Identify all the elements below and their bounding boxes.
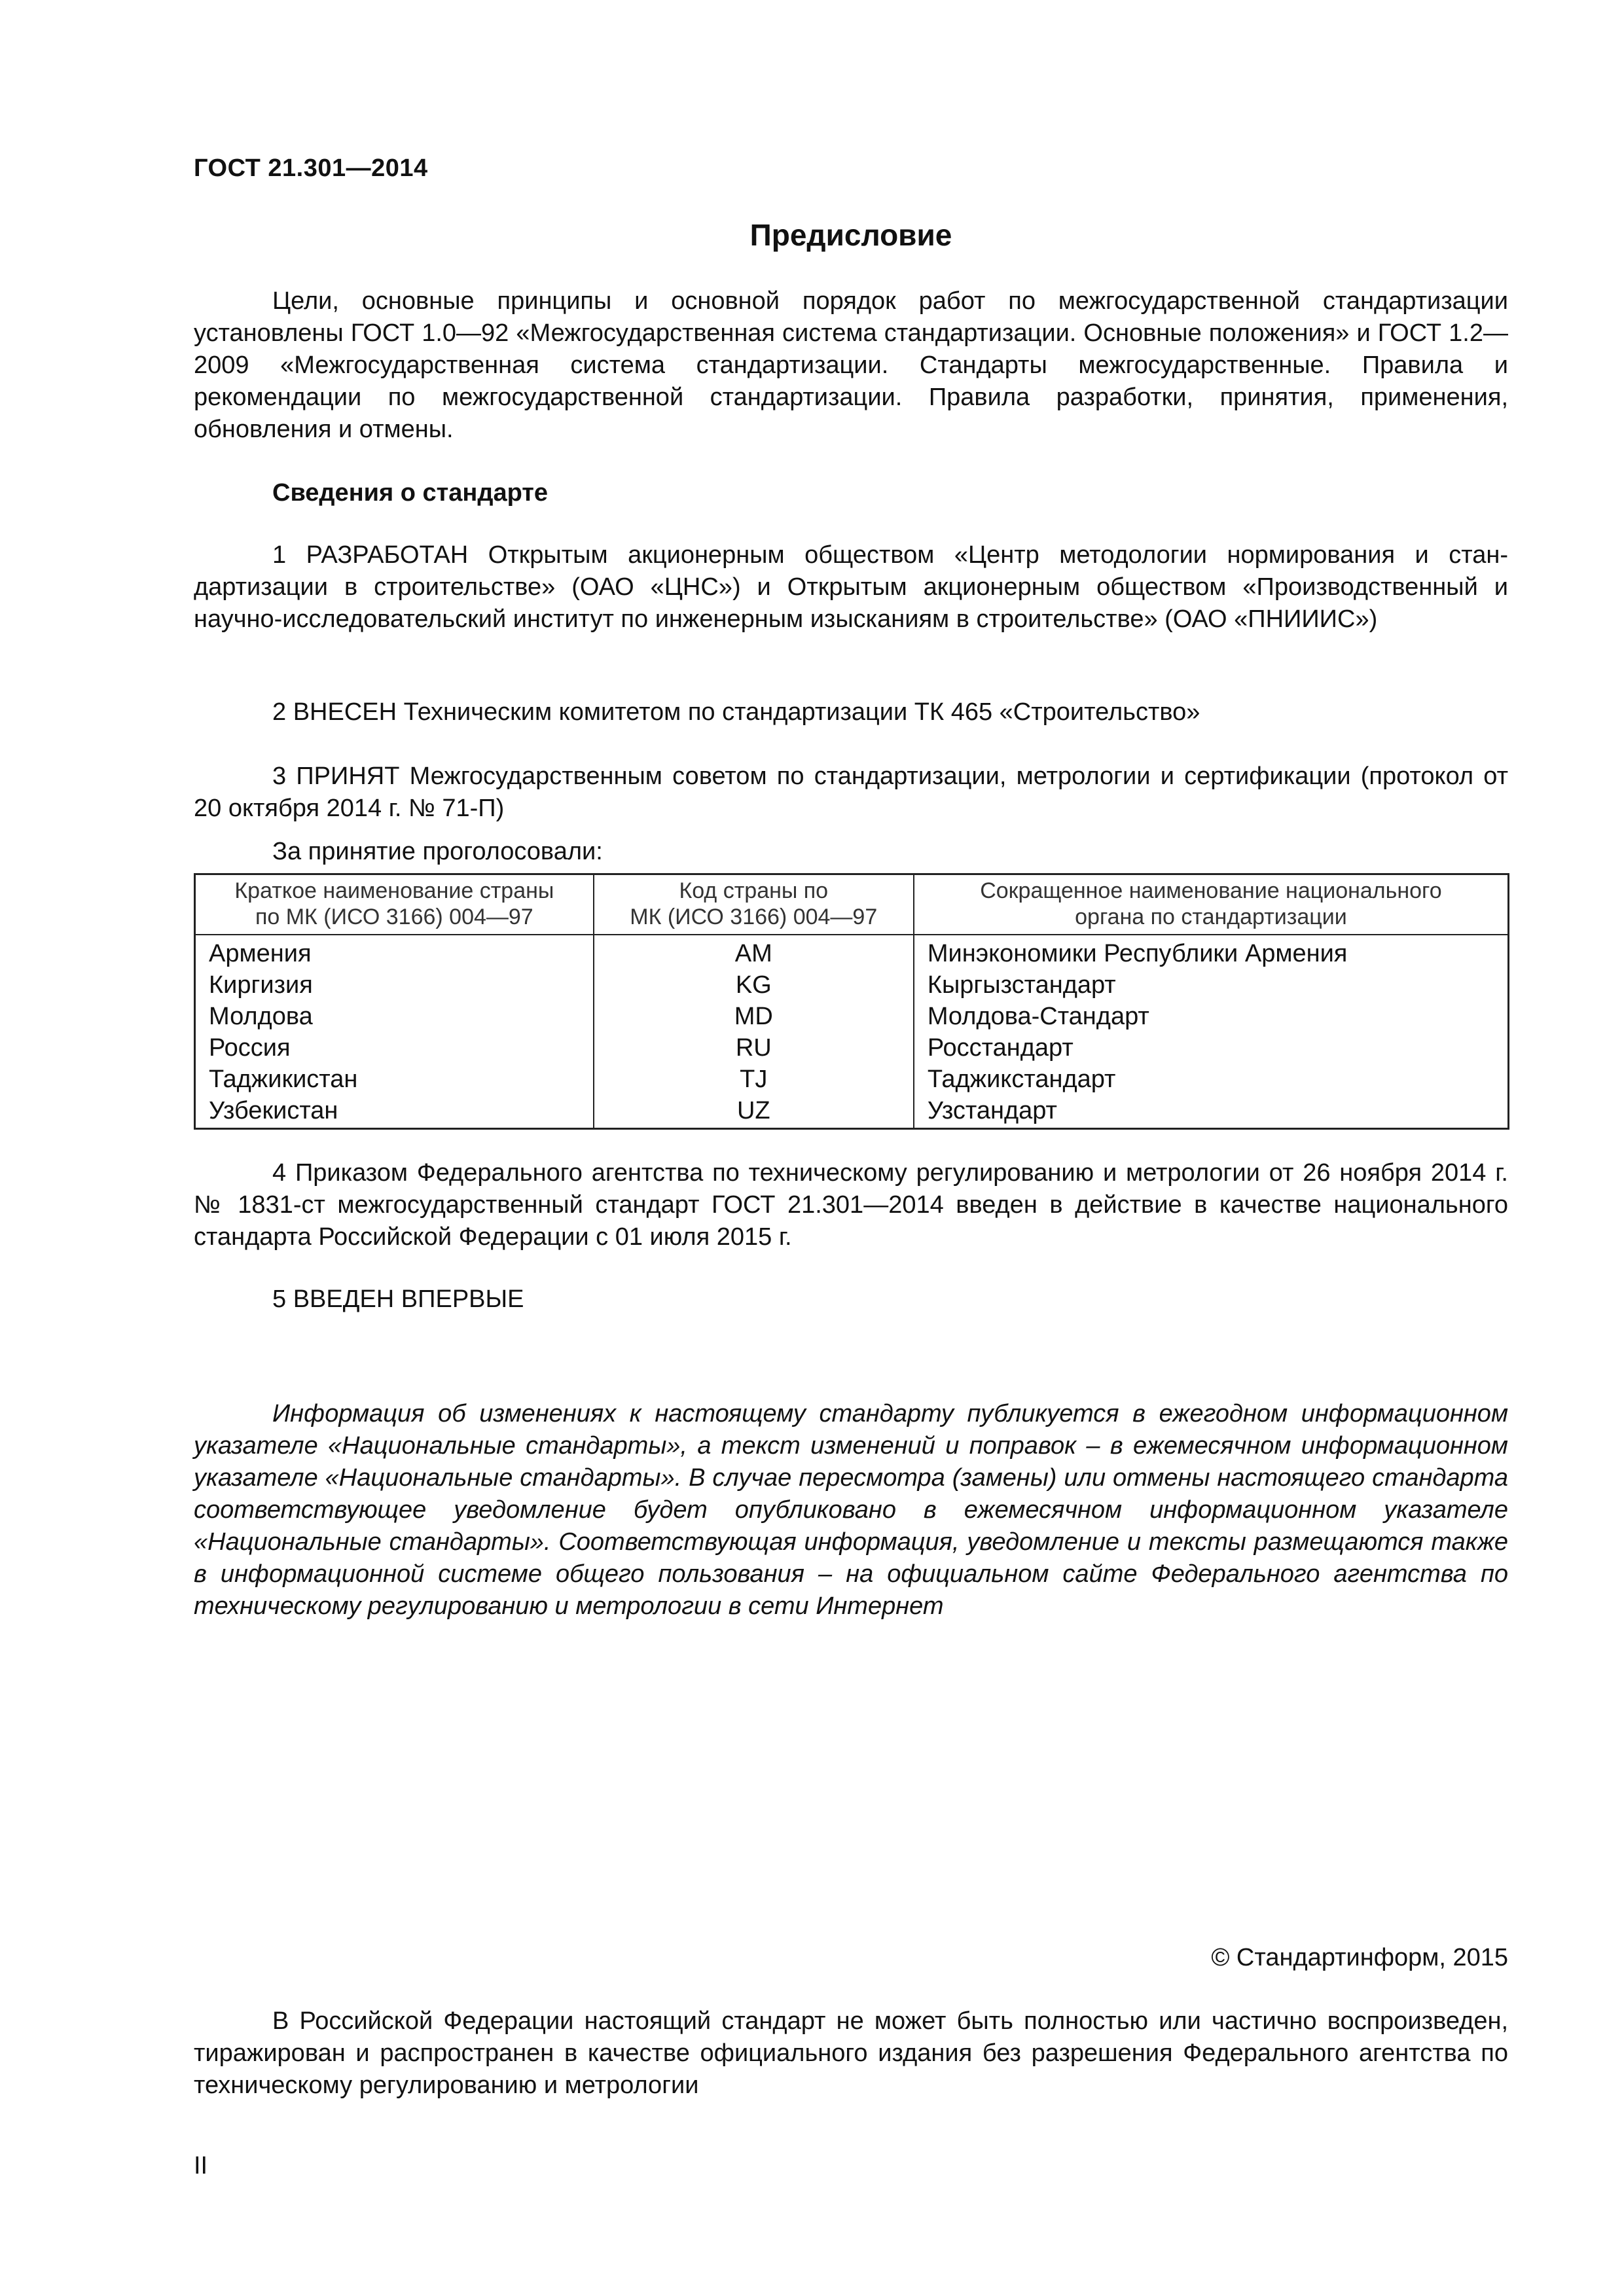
document-code: ГОСТ 21.301—2014 (194, 154, 428, 182)
table-row (195, 1095, 1509, 1129)
header-code (594, 874, 914, 935)
document-page (194, 0, 1508, 2296)
body-cell: Росстандарт (914, 1032, 1509, 1064)
item-5-introduced: 5 ВВЕДЕН ВПЕРВЫЕ (272, 1285, 524, 1313)
item-1-developed: 1 РАЗРАБОТАН Открытым акционерным обществом «Центр методологии нормирования и стандартизации в строительстве» (ОАО «ЦНС») и Открытым акционерным обществом «Производственный и научно-исследовательский институт по инженерным изысканиям в строительстве» (ОАО «ПНИИИС») (194, 541, 1508, 633)
page-number: II (194, 2152, 208, 2179)
country-cell: Армения (195, 935, 594, 969)
item-2-submitted: 2 ВНЕСЕН Техническим комитетом по стандартизации ТК 465 «Строительство» (272, 698, 1200, 726)
table-row (195, 1064, 1509, 1095)
reproduction-notice: В Российской Федерации настоящий стандарт не может быть полностью или частично воспроизведен, тиражирован и распространен в качестве официального издания без разрешения Федерального агентства по техническому регулированию и метрологии (194, 2007, 1508, 2099)
section-heading: Сведения о стандарте (272, 479, 549, 507)
country-cell: Молдова (195, 1001, 594, 1032)
copyright: © Стандартинформ, 2015 (1211, 1944, 1508, 1971)
item-4-order: 4 Приказом Федерального агентства по техническому регулированию и метрологии от 26 ноября 2014 г. № 1831-ст межгосударственный стандарт ГОСТ 21.301—2014 введен в действие в качестве национального стандарта Российской Федерации с 01 июля 2015 г. (194, 1159, 1508, 1251)
body-cell: Кыргызстандарт (914, 969, 1509, 1001)
item-3-adopted: 3 ПРИНЯТ Межгосударственным советом по стандартизации, метрологии и сертификации (протокол от 20 октября 2014 г. № 71-П) (194, 762, 1508, 822)
code-cell: TJ (594, 1064, 914, 1095)
country-cell: Киргизия (195, 969, 594, 1001)
body-cell: Таджикстандарт (914, 1064, 1509, 1095)
header-code-line2: МК (ИСО 3166) 004—97 (630, 905, 878, 929)
header-code-line1: Код страны по (679, 878, 829, 903)
code-cell: RU (594, 1032, 914, 1064)
code-cell: AM (594, 935, 914, 969)
body-cell: Молдова-Стандарт (914, 1001, 1509, 1032)
table-row (195, 1032, 1509, 1064)
vote-caption: За принятие проголосовали: (272, 838, 603, 865)
header-body-line2: органа по стандартизации (1075, 905, 1347, 929)
intro-paragraph: Цели, основные принципы и основной порядок работ по межгосударственной стандартизации установлены ГОСТ 1.0—92 «Межгосударственная система стандартизации. Основные положения» и ГОСТ 1.2—2009 «Межгосударственная система стандартизации. Стандарты межгосударственные. Правила и рекомендации по межгосударственной стандартизации. Правила разработки, принятия, применения, обновления и отмены. (194, 287, 1508, 443)
country-cell: Россия (195, 1032, 594, 1064)
page-title: Предисловие (749, 218, 952, 252)
vote-table (194, 873, 1509, 1130)
table-row (195, 1001, 1509, 1032)
code-cell: UZ (594, 1095, 914, 1129)
country-cell: Таджикистан (195, 1064, 594, 1095)
body-cell: Минэкономики Республики Армения (914, 935, 1509, 969)
country-cell: Узбекистан (195, 1095, 594, 1129)
code-cell: KG (594, 969, 914, 1001)
header-country-line2: по МК (ИСО 3166) 004—97 (255, 905, 533, 929)
header-country-line1: Краткое наименование страны (234, 878, 554, 903)
body-cell: Узстандарт (914, 1095, 1509, 1129)
table-row (195, 935, 1509, 969)
vote-table-header (195, 874, 1509, 935)
code-cell: MD (594, 1001, 914, 1032)
header-body (914, 874, 1509, 935)
table-row (195, 969, 1509, 1001)
info-note: Информация об изменениях к настоящему стандарту публикуется в ежегодном информационном указателе «Национальные стандарты», а текст изменений и поправок – в ежемесячном информационном указателе «Национальные стандарты». В случае пересмотра (замены) или отмены настоящего стандарта соответствующее уведомление будет опубликовано в ежемесячном информационном указателе «Национальные стандарты». Соответствующая информация, уведомление и тексты размещаются также в информационной системе общего пользования – на официальном сайте Федерального агентства по техническому регулированию и метрологии в сети Интернет (194, 1400, 1508, 1620)
header-country (195, 874, 594, 935)
header-body-line1: Сокращенное наименование национального (980, 878, 1442, 903)
